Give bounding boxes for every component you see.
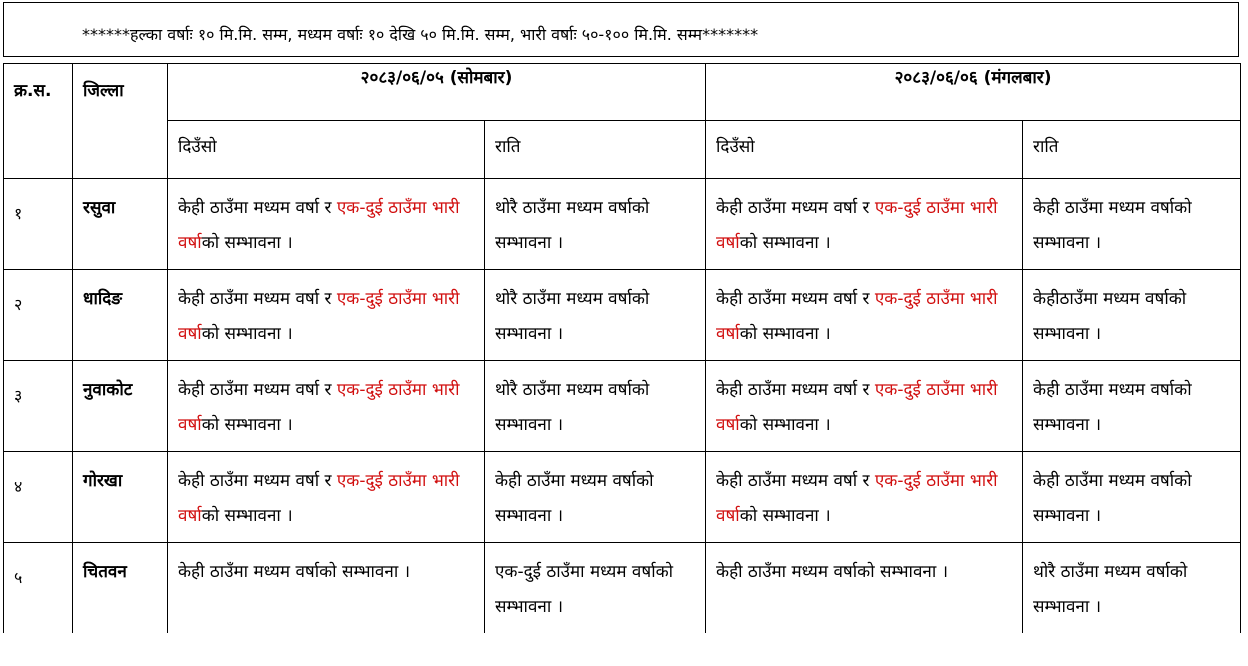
rainfall-legend-box — [3, 2, 1239, 57]
table-header-row-periods — [4, 121, 1241, 179]
table-row — [4, 179, 1241, 270]
date1-day-cell: केही ठाउँमा मध्यम वर्षा र एक-दुई ठाउँमा भारी वर्षाको सम्भावना । — [168, 361, 485, 452]
date1-day-cell: केही ठाउँमा मध्यम वर्षा र एक-दुई ठाउँमा भारी वर्षाको सम्भावना । — [168, 452, 485, 543]
date2-night-cell: केही ठाउँमा मध्यम वर्षाको सम्भावना । — [1023, 179, 1241, 270]
serial-cell: ४ — [4, 452, 73, 543]
district-cell: धादिङ — [73, 270, 168, 361]
serial-column-header: क्र.स. — [4, 64, 73, 179]
date2-night-cell: केही ठाउँमा मध्यम वर्षाको सम्भावना । — [1023, 361, 1241, 452]
table-row — [4, 270, 1241, 361]
date1-day-cell: केही ठाउँमा मध्यम वर्षाको सम्भावना । — [168, 543, 485, 633]
serial-cell: ३ — [4, 361, 73, 452]
date1-day-header: दिउँसो — [168, 121, 485, 179]
table-row — [4, 543, 1241, 633]
district-cell: रसुवा — [73, 179, 168, 270]
district-cell: चितवन — [73, 543, 168, 633]
table-row — [4, 452, 1241, 543]
date2-day-header: दिउँसो — [706, 121, 1023, 179]
date1-day-cell: केही ठाउँमा मध्यम वर्षा र एक-दुई ठाउँमा भारी वर्षाको सम्भावना । — [168, 179, 485, 270]
district-cell: गोरखा — [73, 452, 168, 543]
date1-night-cell: थोरै ठाउँमा मध्यम वर्षाको सम्भावना । — [485, 270, 706, 361]
date2-day-cell: केही ठाउँमा मध्यम वर्षा र एक-दुई ठाउँमा भारी वर्षाको सम्भावना । — [706, 361, 1023, 452]
date2-column-header: २०८३/०६/०६ (मंगलबार) — [706, 64, 1241, 121]
date1-column-header: २०८३/०६/०५ (सोमबार) — [168, 64, 706, 121]
date1-day-cell: केही ठाउँमा मध्यम वर्षा र एक-दुई ठाउँमा भारी वर्षाको सम्भावना । — [168, 270, 485, 361]
date2-night-header: राति — [1023, 121, 1241, 179]
date2-night-cell: थोरै ठाउँमा मध्यम वर्षाको सम्भावना । — [1023, 543, 1241, 633]
district-column-header: जिल्ला — [73, 64, 168, 179]
date2-day-cell: केही ठाउँमा मध्यम वर्षा र एक-दुई ठाउँमा भारी वर्षाको सम्भावना । — [706, 179, 1023, 270]
date2-day-cell: केही ठाउँमा मध्यम वर्षा र एक-दुई ठाउँमा भारी वर्षाको सम्भावना । — [706, 452, 1023, 543]
serial-cell: ५ — [4, 543, 73, 633]
date1-night-header: राति — [485, 121, 706, 179]
district-forecast-table — [3, 63, 1241, 633]
date1-night-cell: थोरै ठाउँमा मध्यम वर्षाको सम्भावना । — [485, 361, 706, 452]
serial-cell: १ — [4, 179, 73, 270]
date1-night-cell: केही ठाउँमा मध्यम वर्षाको सम्भावना । — [485, 452, 706, 543]
rainfall-legend-text: ******हल्का वर्षाः १० मि.मि. सम्म, मध्यम वर्षाः १० देखि ५० मि.मि. सम्म, भारी वर्षाः ५०-१०० मि.मि. सम्म******* — [82, 25, 759, 44]
date2-night-cell: केहीठाउँमा मध्यम वर्षाको सम्भावना । — [1023, 270, 1241, 361]
serial-cell: २ — [4, 270, 73, 361]
district-cell: नुवाकोट — [73, 361, 168, 452]
date2-day-cell: केही ठाउँमा मध्यम वर्षा र एक-दुई ठाउँमा भारी वर्षाको सम्भावना । — [706, 270, 1023, 361]
date2-day-cell: केही ठाउँमा मध्यम वर्षाको सम्भावना । — [706, 543, 1023, 633]
table-header-row-dates — [4, 64, 1241, 121]
date1-night-cell: एक-दुई ठाउँमा मध्यम वर्षाको सम्भावना । — [485, 543, 706, 633]
table-row — [4, 361, 1241, 452]
date1-night-cell: थोरै ठाउँमा मध्यम वर्षाको सम्भावना । — [485, 179, 706, 270]
date2-night-cell: केही ठाउँमा मध्यम वर्षाको सम्भावना । — [1023, 452, 1241, 543]
